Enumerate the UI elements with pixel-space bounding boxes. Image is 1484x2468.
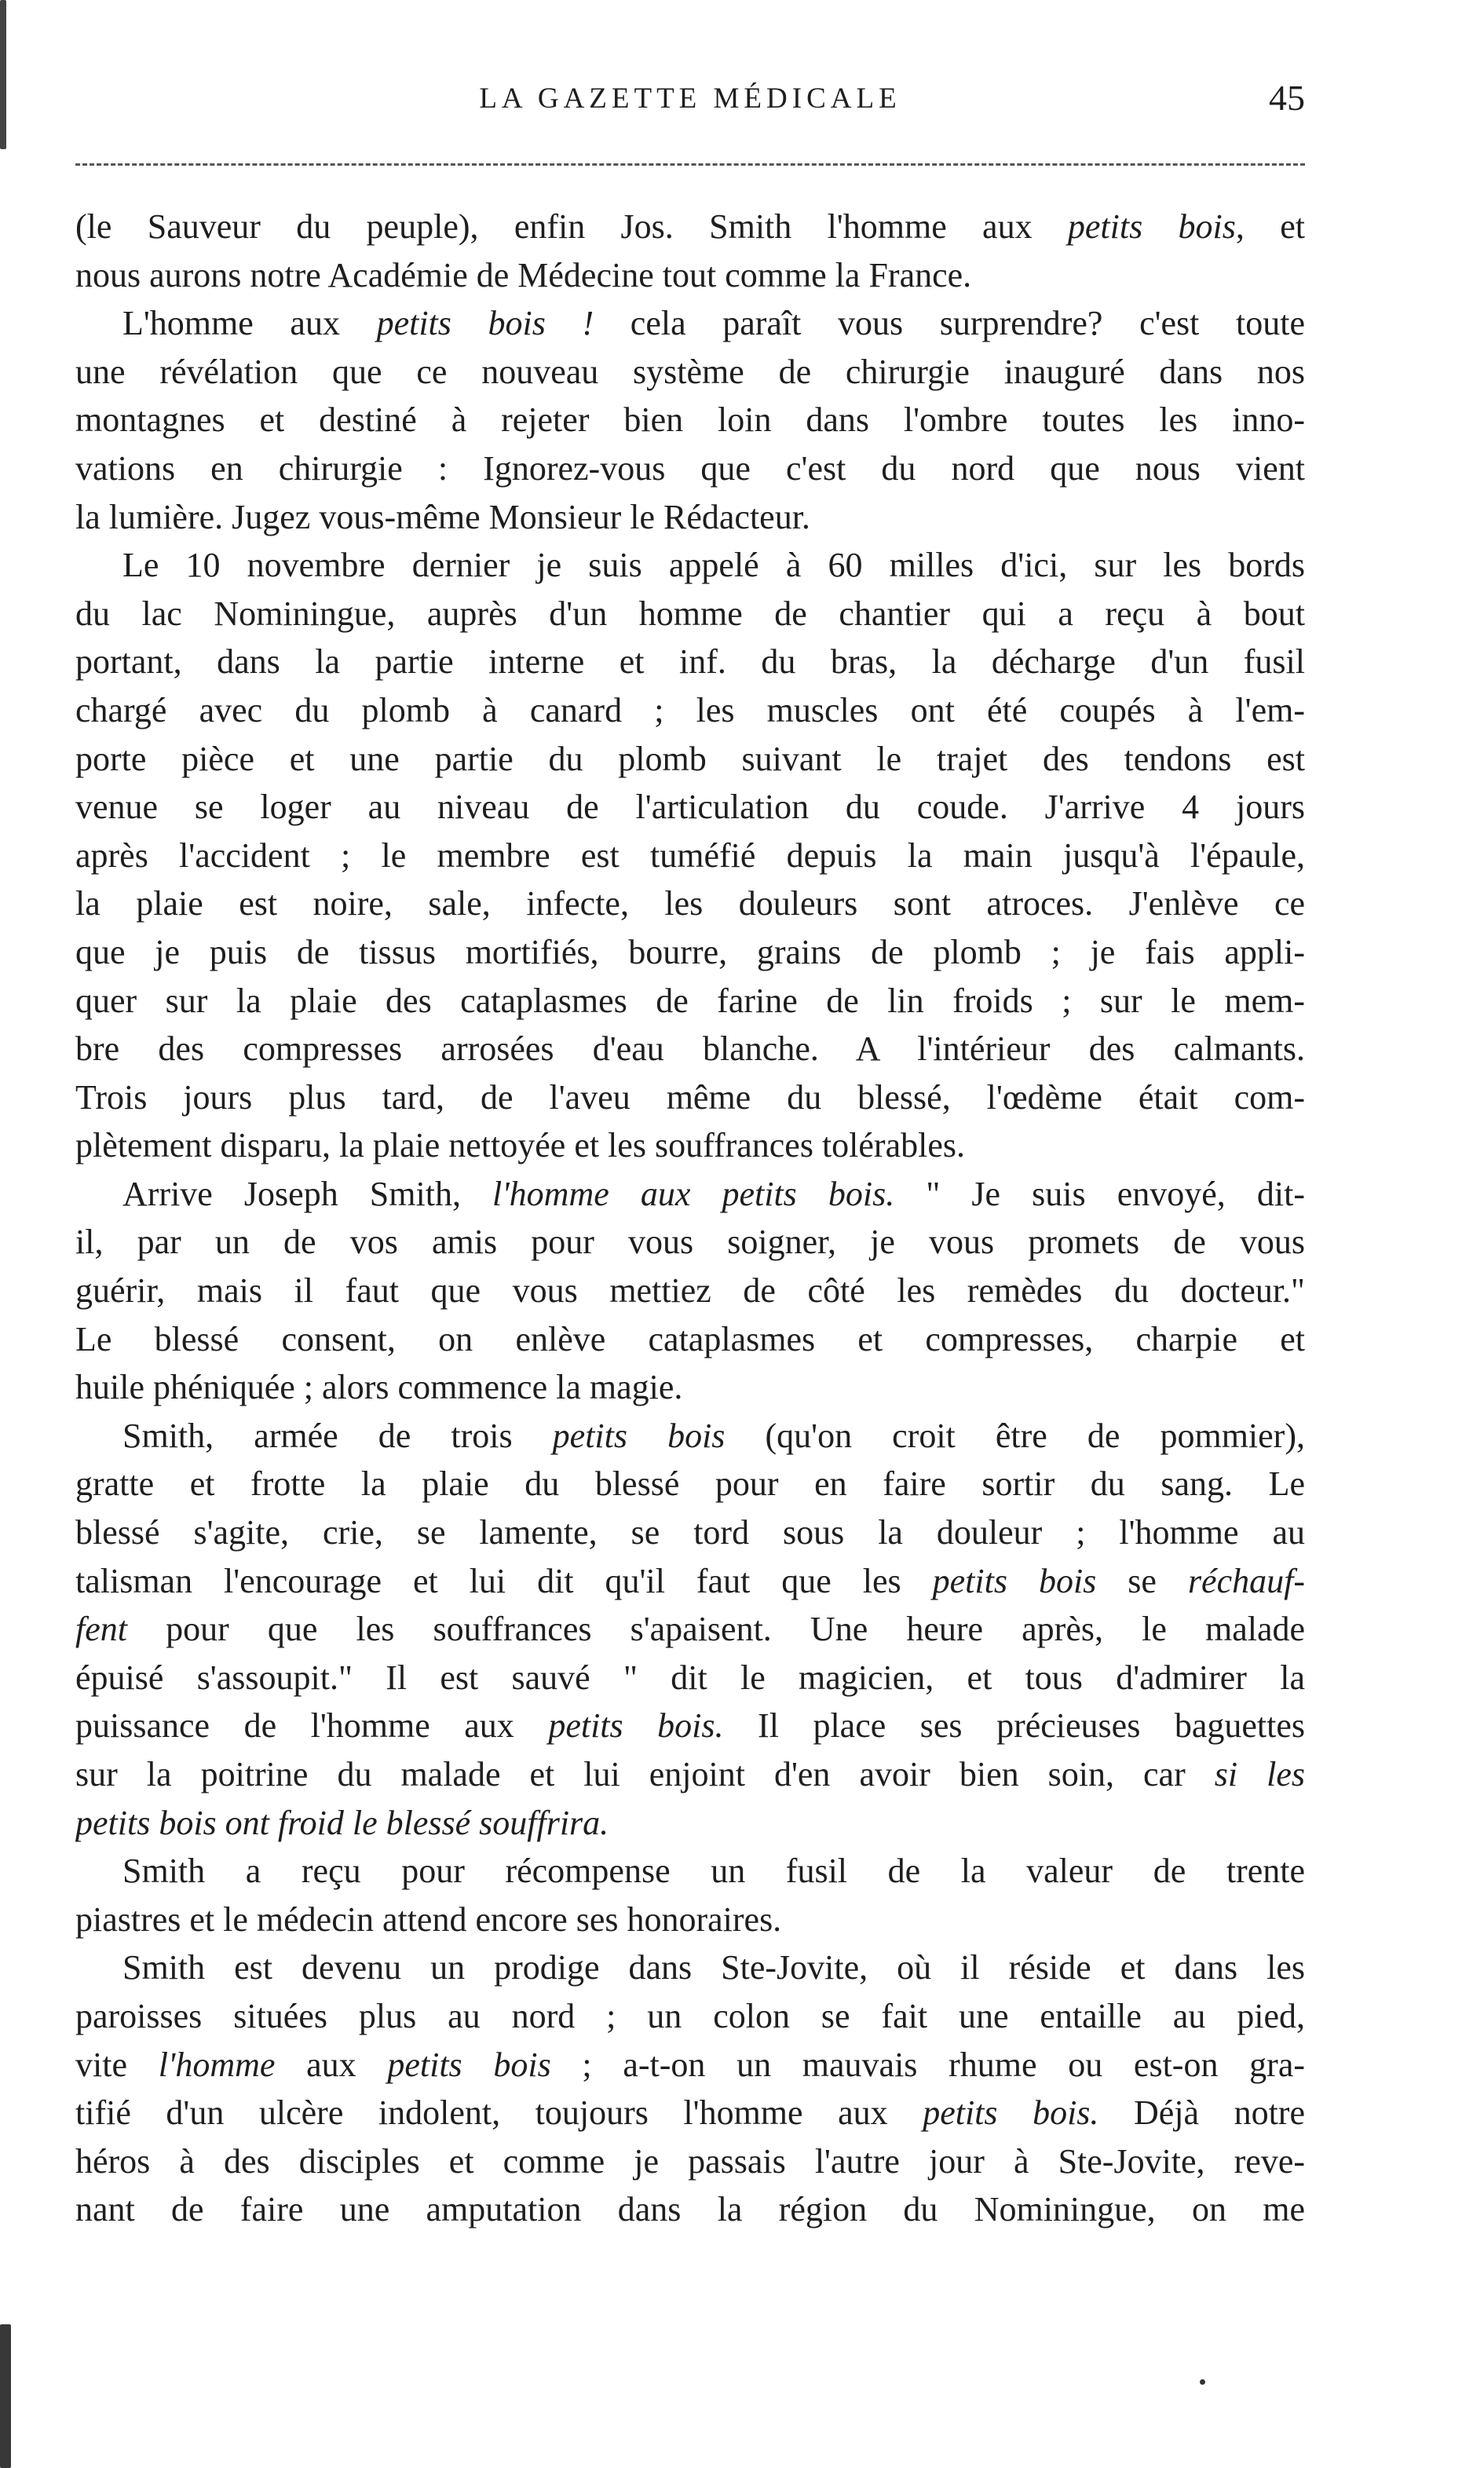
text-segment: guérir, mais il faut que vous mettiez de côté les remèdes du docteur.": [75, 1271, 1305, 1311]
italic-segment: petits bois: [932, 1561, 1097, 1600]
text-line: [75, 1363, 1305, 1412]
text-line: [75, 541, 1305, 590]
text-line: [75, 1508, 1305, 1557]
text-segment: Smith est devenu un prodige dans Ste-Jovite, où il réside et dans les: [122, 1948, 1305, 1987]
text-segment: gratte et frotte la plaie du blessé pour en faire sortir du sang. Le: [75, 1464, 1305, 1504]
text-segment: il, par un de vos amis pour vous soigner, je vous promets de vous: [75, 1223, 1305, 1262]
italic-segment: l'homme: [158, 2045, 276, 2084]
text-line: [75, 1605, 1305, 1654]
text-segment: une révélation que ce nouveau système de chirurgie inauguré dans nos: [75, 352, 1305, 391]
binding-edge-mark-top: [0, 0, 6, 149]
text-line: [75, 444, 1305, 493]
text-segment: du lac Nominingue, auprès d'un homme de chantier qui a reçu à bout: [75, 594, 1305, 633]
text-segment: , et: [1235, 207, 1305, 246]
running-head: [75, 78, 1305, 129]
text-segment: tifié d'un ulcère indolent, toujours l'homme aux: [75, 2093, 923, 2133]
text-line: [75, 1315, 1305, 1364]
text-line: [75, 2137, 1305, 2186]
binding-edge-mark-bottom: [0, 2324, 11, 2468]
text-line: [75, 1654, 1305, 1702]
text-line: [75, 1412, 1305, 1461]
page-number: 45: [1269, 78, 1305, 118]
text-line: [75, 879, 1305, 928]
text-segment: piastres et le médecin attend encore ses honoraires.: [75, 1899, 782, 1939]
text-segment: montagnes et destiné à rejeter bien loin dans l'ombre toutes les inno-: [75, 400, 1305, 440]
text-segment: Le blessé consent, on enlève cataplasmes et compresses, charpie et: [75, 1319, 1305, 1358]
text-segment: L'homme aux: [122, 304, 377, 343]
text-line: [75, 1799, 1305, 1848]
text-line: [75, 638, 1305, 686]
text-line: [75, 203, 1305, 251]
text-segment: quer sur la plaie des cataplasmes de farine de lin froids ; sur le mem-: [75, 981, 1305, 1020]
italic-segment: petits bois ont froid le blessé souffrira.: [75, 1803, 609, 1842]
text-line: [75, 2041, 1305, 2090]
text-segment: ; a-t-on un mauvais rhume ou est-on gra-: [550, 2045, 1305, 2084]
text-segment: Déjà notre: [1098, 2093, 1305, 2133]
text-line: [75, 2185, 1305, 2234]
text-line: [75, 396, 1305, 444]
text-segment: Arrive Joseph Smith,: [122, 1174, 493, 1213]
text-segment: sur la poitrine du malade et lui enjoint d'en avoir bien soin, car: [75, 1755, 1215, 1793]
text-line: [75, 1025, 1305, 1073]
text-line: [75, 251, 1305, 300]
text-segment: Smith, armée de trois: [122, 1416, 553, 1455]
text-segment: cela paraît vous surprendre? c'est toute: [594, 304, 1305, 343]
text-segment: Trois jours plus tard, de l'aveu même du blessé, l'œdème était com-: [75, 1077, 1305, 1117]
text-line: [75, 1702, 1305, 1750]
text-segment: plètement disparu, la plaie nettoyée et les souffrances tolérables.: [75, 1126, 965, 1165]
text-line: [75, 299, 1305, 348]
text-segment: après l'accident ; le membre est tuméfié depuis la main jusqu'à l'épaule,: [75, 835, 1305, 875]
text-line: [75, 493, 1305, 542]
header-rule: [75, 163, 1305, 166]
text-segment: que je puis de tissus mortifiés, bourre, grains de plomb ; je fais appli-: [75, 932, 1305, 971]
text-segment: nant de faire une amputation dans la région du Nominingue, on me: [75, 2190, 1305, 2229]
body-text: [75, 203, 1305, 2234]
text-line: [75, 1218, 1305, 1267]
text-line: [75, 1847, 1305, 1896]
text-segment: la plaie est noire, sale, infecte, les douleurs sont atroces. J'enlève ce: [75, 884, 1305, 923]
text-segment: talisman l'encourage et lui dit qu'il faut que les: [75, 1561, 933, 1600]
text-segment: blessé s'agite, crie, se lamente, se tord sous la douleur ; l'homme au: [75, 1513, 1305, 1552]
text-segment: se: [1096, 1561, 1188, 1600]
text-segment: (le Sauveur du peuple), enfin Jos. Smith l'homme aux: [75, 207, 1068, 246]
text-segment: Il place ses précieuses baguettes: [723, 1706, 1305, 1746]
text-line: [75, 1750, 1305, 1799]
text-line: [75, 348, 1305, 397]
text-segment: chargé avec du plomb à canard ; les muscles ont été coupés à l'em-: [75, 690, 1305, 729]
text-segment: la lumière. Jugez vous-même Monsieur le Rédacteur.: [75, 497, 810, 536]
text-line: [75, 1170, 1305, 1219]
text-line: [75, 1557, 1305, 1606]
italic-segment: petits bois: [387, 2045, 551, 2084]
text-segment: Smith a reçu pour récompense un fusil de la valeur de trente: [122, 1852, 1305, 1891]
text-line: [75, 590, 1305, 638]
text-segment: vations en chirurgie : Ignorez-vous que c'est du nord que nous vient: [75, 448, 1305, 488]
text-line: [75, 1943, 1305, 1992]
text-line: [75, 783, 1305, 832]
italic-segment: petits bois.: [923, 2093, 1099, 2133]
italic-segment: fent: [75, 1610, 127, 1649]
text-segment: porte pièce et une partie du plomb suivant le trajet des tendons est: [75, 739, 1305, 778]
text-segment: (qu'on croit être de pommier),: [725, 1416, 1305, 1455]
italic-segment: petits bois !: [376, 304, 594, 343]
text-segment: vite: [75, 2045, 159, 2084]
text-segment: paroisses situées plus au nord ; un colon se fait une entaille au pied,: [75, 1996, 1305, 2035]
text-segment: puissance de l'homme aux: [75, 1706, 549, 1746]
text-segment: aux: [275, 2045, 388, 2084]
text-line: [75, 977, 1305, 1026]
italic-segment: petits bois: [552, 1416, 726, 1455]
italic-segment: si les: [1214, 1755, 1305, 1793]
text-segment: venue se loger au niveau de l'articulation du coude. J'arrive 4 jours: [75, 788, 1305, 827]
text-segment: huile phéniquée ; alors commence la magie.: [75, 1368, 683, 1407]
text-line: [75, 1073, 1305, 1122]
running-title: LA GAZETTE MÉDICALE: [479, 82, 901, 115]
text-line: [75, 1992, 1305, 2041]
text-line: [75, 735, 1305, 784]
italic-segment: petits bois.: [548, 1706, 724, 1746]
text-line: [75, 686, 1305, 735]
italic-segment: l'homme aux petits bois.: [492, 1174, 895, 1213]
text-segment: bre des compresses arrosées d'eau blanche. A l'intérieur des calmants.: [75, 1029, 1305, 1069]
text-line: [75, 1896, 1305, 1944]
text-line: [75, 928, 1305, 977]
text-segment: portant, dans la partie interne et inf. du bras, la décharge d'un fusil: [75, 642, 1305, 682]
text-line: [75, 1267, 1305, 1315]
text-segment: épuisé s'assoupit." Il est sauvé " dit le magicien, et tous d'admirer la: [75, 1658, 1305, 1697]
text-segment: nous aurons notre Académie de Médecine tout comme la France.: [75, 255, 972, 294]
text-segment: héros à des disciples et comme je passais l'autre jour à Ste-Jovite, reve-: [75, 2141, 1305, 2181]
text-segment: " Je suis envoyé, dit-: [894, 1174, 1305, 1213]
text-segment: Le 10 novembre dernier je suis appelé à 60 milles d'ici, sur les bords: [122, 546, 1305, 585]
page-speck: [1200, 2379, 1205, 2385]
italic-segment: petits bois: [1067, 207, 1236, 246]
text-line: [75, 2089, 1305, 2137]
text-segment: pour que les souffrances s'apaisent. Une heure après, le malade: [126, 1610, 1305, 1649]
italic-segment: réchauf-: [1187, 1561, 1305, 1600]
text-line: [75, 1460, 1305, 1508]
text-line: [75, 1121, 1305, 1170]
text-line: [75, 832, 1305, 880]
